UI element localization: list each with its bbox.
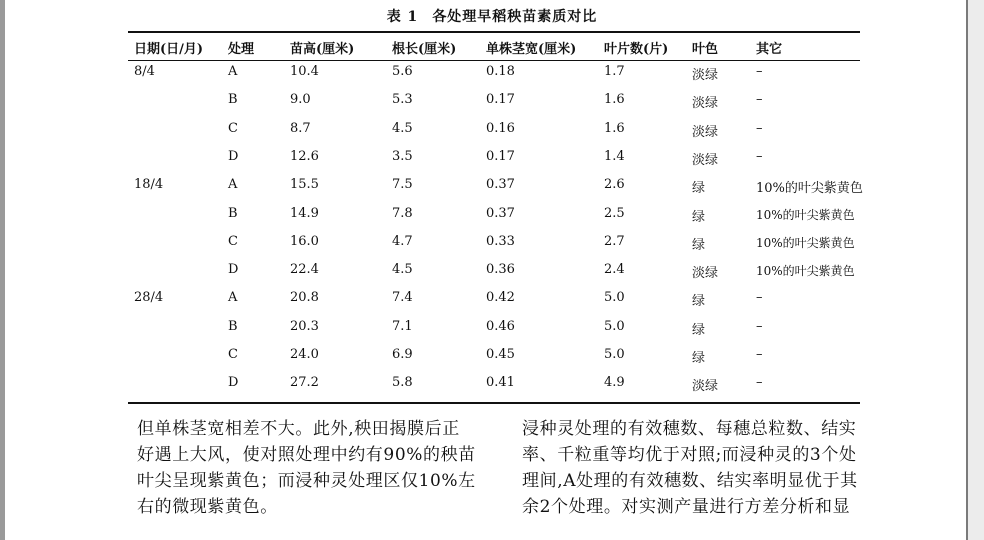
table-top-rule <box>128 31 860 33</box>
cell-stem-width: 0.33 <box>486 234 515 249</box>
cell-leaf-count: 1.7 <box>604 64 625 79</box>
cell-leaf-color: 绿 <box>692 210 706 225</box>
cell-leaf-color: 绿 <box>692 181 706 196</box>
cell-stem-width: 0.36 <box>486 262 515 277</box>
cell-root-length: 5.6 <box>392 64 413 79</box>
cell-stem-width: 0.37 <box>486 206 515 221</box>
cell-leaf-color: 淡绿 <box>692 125 719 140</box>
table-row <box>0 64 984 84</box>
cell-seedling-height: 8.7 <box>290 121 311 136</box>
cell-root-length: 5.3 <box>392 92 413 107</box>
body-line: 但单株茎宽相差不大。此外,秧田揭膜后正 <box>137 419 460 439</box>
cell-seedling-height: 22.4 <box>290 262 319 277</box>
cell-leaf-count: 2.7 <box>604 234 625 249</box>
cell-seedling-height: 27.2 <box>290 375 319 390</box>
cell-treatment: B <box>228 92 238 107</box>
table-row <box>0 262 984 282</box>
table-row <box>0 121 984 141</box>
cell-leaf-color: 淡绿 <box>692 266 719 281</box>
cell-leaf-count: 1.6 <box>604 121 625 136</box>
cell-other: 10%的叶尖紫黄色 <box>756 236 855 250</box>
cell-stem-width: 0.42 <box>486 290 515 305</box>
cell-root-length: 3.5 <box>392 149 413 164</box>
cell-root-length: 4.5 <box>392 121 413 136</box>
header-stem-width: 单株茎宽(厘米) <box>486 42 577 57</box>
cell-seedling-height: 15.5 <box>290 177 319 192</box>
cell-leaf-color: 淡绿 <box>692 96 719 111</box>
cell-date: 8/4 <box>134 64 155 79</box>
body-line: 右的微现紫黄色。 <box>137 497 278 517</box>
cell-leaf-count: 2.6 <box>604 177 625 192</box>
table-row <box>0 375 984 395</box>
cell-treatment: D <box>228 149 239 164</box>
cell-leaf-count: 2.5 <box>604 206 625 221</box>
cell-other: – <box>756 319 763 334</box>
body-line: 浸种灵处理的有效穗数、每穗总粒数、结实 <box>522 419 857 439</box>
cell-treatment: C <box>228 347 238 362</box>
cell-leaf-count: 5.0 <box>604 347 625 362</box>
cell-other: – <box>756 347 763 362</box>
cell-leaf-color: 绿 <box>692 238 706 253</box>
cell-root-length: 7.1 <box>392 319 413 334</box>
body-line: 余2个处理。对实测产量进行方差分析和显 <box>522 497 851 517</box>
table-title: 各处理早稻秧苗素质对比 <box>432 9 598 25</box>
cell-treatment: D <box>228 375 239 390</box>
cell-other: – <box>756 121 763 136</box>
cell-seedling-height: 24.0 <box>290 347 319 362</box>
cell-other: – <box>756 64 763 79</box>
cell-other: – <box>756 290 763 305</box>
cell-leaf-count: 4.9 <box>604 375 625 390</box>
cell-root-length: 4.7 <box>392 234 413 249</box>
body-line: 好遇上大风，使对照处理中约有90%的秧苗 <box>137 445 476 465</box>
cell-root-length: 7.4 <box>392 290 413 305</box>
cell-other: – <box>756 375 763 390</box>
header-treatment: 处理 <box>228 42 255 57</box>
cell-leaf-count: 1.6 <box>604 92 625 107</box>
header-root-length: 根长(厘米) <box>392 42 457 57</box>
table-row <box>0 347 984 367</box>
cell-treatment: C <box>228 234 238 249</box>
cell-leaf-count: 5.0 <box>604 290 625 305</box>
cell-root-length: 7.5 <box>392 177 413 192</box>
cell-other: – <box>756 149 763 164</box>
body-line: 理间,A处理的有效穗数、结实率明显优于其 <box>522 471 858 491</box>
table-bottom-rule <box>128 402 860 404</box>
cell-other: 10%的叶尖紫黄色 <box>756 264 855 278</box>
cell-stem-width: 0.18 <box>486 64 515 79</box>
cell-seedling-height: 20.8 <box>290 290 319 305</box>
cell-other: 10%的叶尖紫黄色 <box>756 181 863 196</box>
body-line: 叶尖呈现紫黄色；而浸种灵处理区仅10%左 <box>137 471 476 491</box>
cell-leaf-color: 淡绿 <box>692 153 719 168</box>
cell-leaf-color: 淡绿 <box>692 68 719 83</box>
cell-other: 10%的叶尖紫黄色 <box>756 208 855 222</box>
table-row <box>0 206 984 226</box>
cell-other: – <box>756 92 763 107</box>
cell-treatment: A <box>228 290 238 305</box>
cell-leaf-count: 5.0 <box>604 319 625 334</box>
table-row <box>0 319 984 339</box>
cell-leaf-count: 2.4 <box>604 262 625 277</box>
table-caption <box>0 6 984 26</box>
cell-date: 28/4 <box>134 290 164 305</box>
cell-seedling-height: 16.0 <box>290 234 319 249</box>
body-line: 率、千粒重等均优于对照;而浸种灵的3个处 <box>522 445 857 465</box>
header-date: 日期(日/月) <box>134 42 204 57</box>
cell-treatment: A <box>228 64 238 79</box>
cell-seedling-height: 10.4 <box>290 64 319 79</box>
table-header-rule <box>128 60 860 61</box>
table-header-row <box>0 38 984 56</box>
cell-root-length: 6.9 <box>392 347 413 362</box>
cell-leaf-count: 1.4 <box>604 149 625 164</box>
header-leaf-count: 叶片数(片) <box>604 42 669 57</box>
header-leaf-color: 叶色 <box>692 42 719 57</box>
cell-stem-width: 0.17 <box>486 149 515 164</box>
cell-stem-width: 0.17 <box>486 92 515 107</box>
header-other: 其它 <box>756 42 783 57</box>
cell-seedling-height: 14.9 <box>290 206 319 221</box>
table-row <box>0 177 984 197</box>
cell-treatment: D <box>228 262 239 277</box>
cell-root-length: 4.5 <box>392 262 413 277</box>
table-row <box>0 149 984 169</box>
cell-root-length: 7.8 <box>392 206 413 221</box>
cell-treatment: C <box>228 121 238 136</box>
table-row <box>0 234 984 254</box>
cell-leaf-color: 绿 <box>692 351 706 366</box>
table-row <box>0 290 984 310</box>
cell-leaf-color: 绿 <box>692 294 706 309</box>
cell-seedling-height: 12.6 <box>290 149 319 164</box>
cell-stem-width: 0.41 <box>486 375 515 390</box>
cell-seedling-height: 20.3 <box>290 319 319 334</box>
cell-root-length: 5.8 <box>392 375 413 390</box>
cell-stem-width: 0.46 <box>486 319 515 334</box>
body-column-left <box>137 416 499 520</box>
body-column-right <box>522 416 872 520</box>
cell-treatment: B <box>228 319 238 334</box>
cell-treatment: B <box>228 206 238 221</box>
cell-stem-width: 0.16 <box>486 121 515 136</box>
cell-stem-width: 0.45 <box>486 347 515 362</box>
table-row <box>0 92 984 112</box>
cell-seedling-height: 9.0 <box>290 92 311 107</box>
header-seedling-height: 苗高(厘米) <box>290 42 355 57</box>
cell-leaf-color: 淡绿 <box>692 379 719 394</box>
cell-date: 18/4 <box>134 177 164 192</box>
cell-stem-width: 0.37 <box>486 177 515 192</box>
cell-leaf-color: 绿 <box>692 323 706 338</box>
table-number: 表 1 <box>386 9 419 25</box>
cell-treatment: A <box>228 177 238 192</box>
